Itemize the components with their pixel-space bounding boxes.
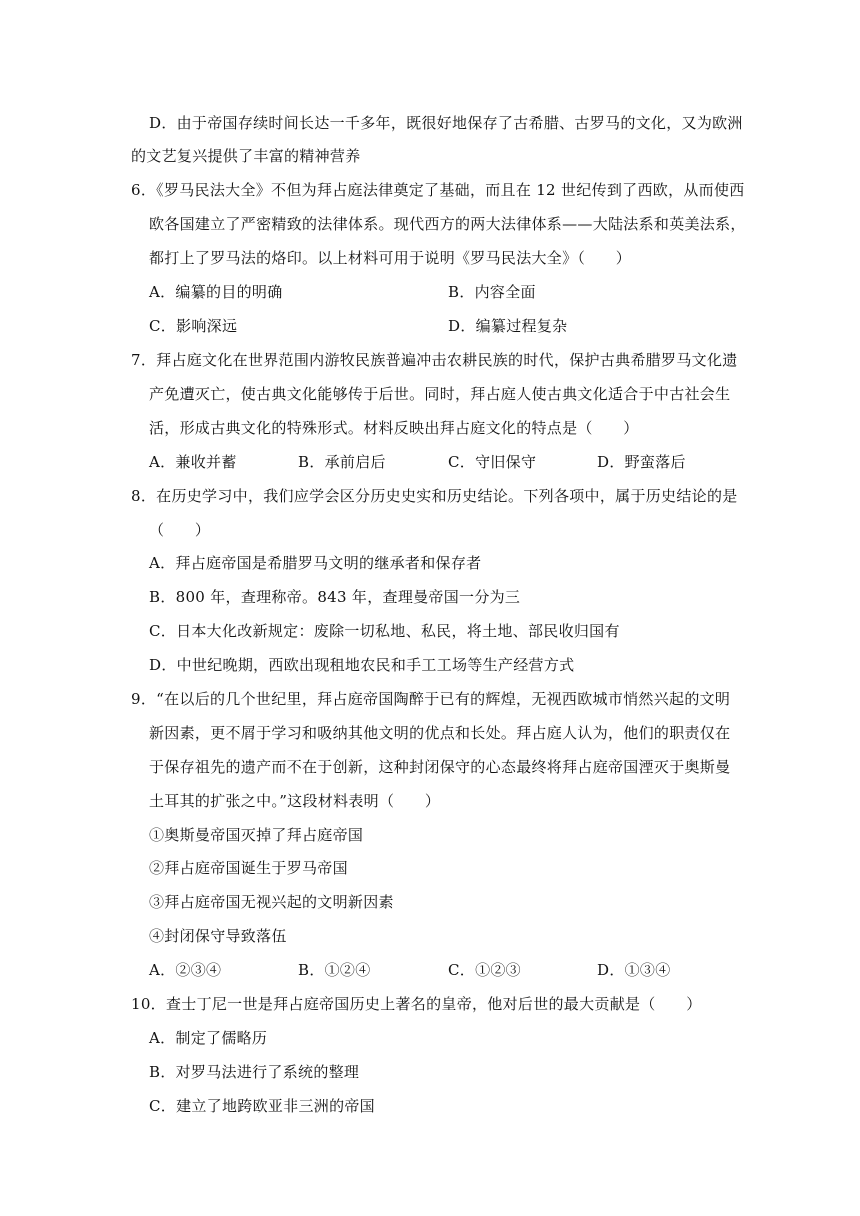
q7-stem-line3: 活，形成古典文化的特殊形式。材料反映出拜占庭文化的特点是（ ） [149, 419, 639, 437]
q6-option-b: B．内容全面 [448, 283, 536, 301]
q9-stem-line1: 9．“在以后的几个世纪里，拜占庭帝国陶醉于已有的辉煌，无视西欧城市悄然兴起的文明 [131, 690, 731, 708]
q7-stem-line1: 7．拜占庭文化在世界范围内游牧民族普遍冲击农耕民族的时代，保护古典希腊罗马文化遗 [131, 351, 738, 369]
q9-stem-line2: 新因素，更不屑于学习和吸纳其他文明的优点和长处。拜占庭人认为，他们的职责仅在 [149, 724, 731, 742]
q9-statement-4: ④封闭保守导致落伍 [149, 927, 287, 945]
q10-option-c: C．建立了地跨欧亚非三洲的帝国 [149, 1097, 375, 1115]
q9-stem-line4: 土耳其的扩张之中。”这段材料表明（ ） [149, 792, 441, 810]
q9-stem-line3: 于保存祖先的遗产而不在于创新，这种封闭保守的心态最终将拜占庭帝国湮灭于奥斯曼 [149, 758, 731, 776]
q6-stem-line3: 都打上了罗马法的烙印。以上材料可用于说明《罗马民法大全》（ ） [149, 249, 632, 267]
q8-stem-line1: 8．在历史学习中，我们应学会区分历史史实和历史结论。下列各项中，属于历史结论的是 [131, 487, 738, 505]
q8-option-a: A．拜占庭帝国是希腊罗马文明的继承者和保存者 [149, 554, 482, 572]
q5-option-d-line2: 的文艺复兴提供了丰富的精神营养 [131, 147, 361, 165]
q8-option-b: B．800 年，查理称帝。843 年，查理曼帝国一分为三 [149, 588, 521, 606]
q7-option-a: A．兼收并蓄 [149, 453, 237, 471]
q7-option-c: C．守旧保守 [448, 453, 537, 471]
q7-stem-line2: 产免遭灭亡，使古典文化能够传于后世。同时，拜占庭人使古典文化适合于中古社会生 [149, 385, 731, 403]
q10-option-a: A．制定了儒略历 [149, 1029, 268, 1047]
q9-option-c: C．①②③ [448, 961, 521, 979]
q10-stem-line1: 10．查士丁尼一世是拜占庭帝国历史上著名的皇帝，他对后世的最大贡献是（ ） [131, 995, 702, 1013]
q7-option-b: B．承前启后 [298, 453, 386, 471]
q6-stem-line2: 欧各国建立了严密精致的法律体系。现代西方的两大法律体系——大陆法系和英美法系， [149, 215, 746, 233]
q6-option-d: D．编纂过程复杂 [448, 317, 568, 335]
q10-option-b: B．对罗马法进行了系统的整理 [149, 1063, 360, 1081]
q9-statement-2: ②拜占庭帝国诞生于罗马帝国 [149, 859, 348, 877]
q9-option-d: D．①③④ [597, 961, 671, 979]
q7-option-d: D．野蛮落后 [597, 453, 686, 471]
q6-option-c: C．影响深远 [149, 317, 238, 335]
q9-statement-1: ①奥斯曼帝国灭掉了拜占庭帝国 [149, 826, 364, 844]
q6-option-a: A．编纂的目的明确 [149, 283, 283, 301]
q8-option-d: D．中世纪晚期，西欧出现租地农民和手工工场等生产经营方式 [149, 656, 575, 674]
q8-option-c: C．日本大化改新规定：废除一切私地、私民，将土地、部民收归国有 [149, 622, 620, 640]
q8-stem-line2: （ ） [149, 521, 211, 539]
q9-option-b: B．①②④ [298, 961, 371, 979]
q5-option-d-line1: D．由于帝国存续时间长达一千多年，既很好地保存了古希腊、古罗马的文化，又为欧洲 [149, 114, 743, 132]
q9-statement-3: ③拜占庭帝国无视兴起的文明新因素 [149, 893, 394, 911]
q6-stem-line1: 6．《罗马民法大全》不但为拜占庭法律奠定了基础，而且在 12 世纪传到了西欧，从而使西 [131, 181, 745, 199]
q9-option-a: A．②③④ [149, 961, 222, 979]
